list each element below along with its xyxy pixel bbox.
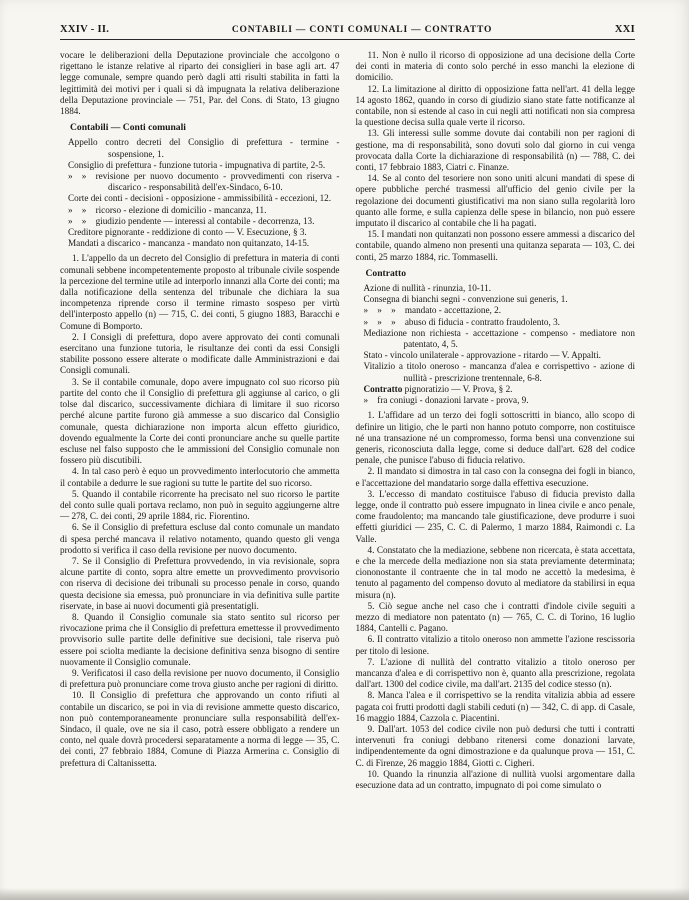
left-column [60, 50, 340, 791]
paragraph: 5. Ciò segue anche nel caso che i contratti d'indole civile seguiti a mezzo di mediatore non patentato (n) — 765, C. C. di Torino, 16 luglio 1884, Cantelli c. Pagano. [355, 600, 635, 634]
index-entry: Appello contro decreti del Consiglio di prefettura - termine - sospensione, 1. [68, 137, 340, 159]
index-entry: » fra coniugi - donazioni larvate - prova, 9. [363, 395, 529, 406]
paragraph: 9. Dall'art. 1053 del codice civile non può dedursi che tutti i contratti intervenuti fra coniugi debbano ritenersi come donazioni larvate, indipendentemente da ogni dimostrazione e da qualunque prova — 151, C. C. di Firenze, 26 maggio 1884, Giotti c. Cigheri. [355, 723, 635, 768]
paragraph: 12. La limitazione al diritto di opposizione fatta nell'art. 41 della legge 14 agosto 1862, quando in corso di giudizio siano state fatte notificanze al contabile, non si estende al caso in cui negli atti notificati non sia compresa la questione decisa sulla quale verte il ricorso. [355, 83, 635, 128]
index-entry: Mediazione non richiesta - accettazione - compenso - mediatore non patentato, 4, 5. [363, 327, 635, 350]
paragraph: 6. Se il Consiglio di prefettura escluse dal conto comunale un mandato di spesa perché mancava il relativo notamento, quando questo gli venga prodotto si verifica il caso della revisione per nuovo documento. [60, 522, 340, 555]
paragraph: 7. Se il Consiglio di Prefettura provvedendo, in via revisionale, sopra alcune partite di conto, sopra altre emette un provvedimento provvisorio con riserva di decisione dei tribunali su processo penale in corso, quando questa decisione sia emessa, può pronunciare in via definitiva sulle partite riservate, in base ai nuovi documenti già presentatigli. [60, 555, 340, 611]
paragraph: 15. I mandati non quitanzati non possono essere ammessi a discarico del contabile, quando almeno non presenti una quitanza separata — 103, C. dei conti, 25 marzo 1884, ric. Tommaselli. [355, 229, 635, 262]
paragraph: 4. Constatato che la mediazione, sebbene non ricercata, è stata accettata, e che la mercede della mediazione non sia stata previamente determinata; ciononostante il contraente che in tal modo ne accettò la medesima, è tenuto al pagamento del compenso dovuto al mediatore da stabilirsi in equa misura (n). [355, 544, 635, 600]
paragraph: 2. I Consigli di prefettura, dopo avere approvato dei conti comunali esercitano una funzione tutoria, le risultanze dei conti da essi Consigli stabilite possono essere alterate o modificate dalle Amministrazioni e dai Consigli comunali. [60, 331, 340, 376]
paragraph: 9. Verificatosi il caso della revisione per nuovo documento, il Consiglio di prefettura può pronunciare come trova giusto anche per ragioni di diritto. [60, 667, 340, 690]
index-entry: Corte dei conti - decisioni - opposizione - ammissibilità - eccezioni, 12. [68, 193, 332, 204]
paragraph: 1. L'appello da un decreto del Consiglio di prefettura in materia di conti comunali sebbene incompetentemente proposto al tribunale civile sospende la percezione del termine utile ad interporlo innanzi alla Corte dei conti; ma dalla notificazione della sentenza del tribunale che dichiara la sua incompetenza riprende corso il termine rimasto sospeso per virtù dell'interposto appello (n) — 715, C. dei conti, 5 giugno 1883, Baracchi e Comune di Bomporto. [60, 253, 340, 331]
section-heading: Contratto [365, 267, 406, 279]
paragraph: 8. Manca l'alea e il corrispettivo se la rendita vitalizia abbia ad essere pagata coi frutti prodotti dagli stabili ceduti (n) — 342, C. di app. di Casale, 16 maggio 1884, Cazzola c. Piacentini. [355, 690, 635, 723]
header-rule [60, 39, 635, 40]
right-column [356, 50, 636, 791]
paragraph: 8. Quando il Consiglio comunale sia stato sentito sul ricorso per rivocazione prima che il Consiglio di prefettura emettesse il provvedimento provvisorio sulle partite delle definitive sue decisioni, tale riserva può essere poi sciolta mediante la decisione definitiva senza bisogno di sentire nuovamente il Consiglio comunale. [60, 611, 340, 667]
index-entry: Azione di nullità - rinunzia, 10-11. [363, 283, 491, 294]
index-entry: Contratto pignoratizio — V. Prova, § 2. [363, 383, 513, 394]
paragraph: 4. In tal caso però è equo un provvedimento interlocutorio che ammetta il contabile a dedurre le sue ragioni su tutte le partite del suo ricorso. [60, 466, 340, 488]
index-entry: » » ricorso - elezione di domicilio - mancanza, 11. [68, 204, 267, 215]
paragraph: 3. Se il contabile comunale, dopo avere impugnato col suo ricorso più partite del conto che il Consiglio di prefettura gli aggiunse al carico, o gli tolse dal discarico, successivamente dichiara di limitare il suo ricorso perché alcune partite furono già ammesse a suo discarico dal Consiglio comunale, questa dichiarazione non importa alcun effetto giuridico, dovendo egualmente la Corte dei conti pronunciare anche su quelle partite escluse nel falso supposto che le ammissioni del Consiglio comunale non fossero più discutibili. [60, 376, 340, 466]
paragraph: 13. Gli interessi sulle somme dovute dai contabili non per ragioni di gestione, ma di responsabilità, sono dovuti solo dal giorno in cui venga provocata dalla Corte la dichiarazione di responsabilità (n) — 788, C. dei conti, 17 febbraio 1883, Ciatri c. Finanze. [355, 128, 635, 173]
paragraph: 6. Il contratto vitalizio a titolo oneroso non ammette l'azione rescissoria per titolo di lesione. [355, 634, 635, 656]
paragraph: vocare le deliberazioni della Deputazione provinciale che accolgono o rigettano le istanze relative al riparto dei consiglieri in base agli art. 47 legge comunale, sempre quando però dagli atti risulti stabilita in fatti la legittimità dei motivi per i quali si dà impugnata la relativa deliberazione della Deputazione provinciale — 751, Par. del Cons. di Stato, 13 giugno 1884. [60, 50, 340, 117]
paragraph: 10. Il Consiglio di prefettura che approvando un conto rifiuti al contabile un discarico, se poi in via di revisione ammette questo discarico, non può contemporaneamente pronunciare sulla responsabilità dell'ex-Sindaco, il quale, ove ne sia il caso, potrà essere obbligato a rendere un conto, nel quale dovrà procedersi separatamente a norma di legge — 35, C. dei conti, 27 febbraio 1884, Comune di Piazza Armerina c. Consiglio di prefettura di Caltanissetta. [60, 690, 340, 768]
paragraph: 2. Il mandato si dimostra in tal caso con la consegna dei fogli in bianco, e l'accettazione del mandatario sorge dalla effettiva esecuzione. [355, 466, 635, 488]
index-entry: » » » abuso di fiducia - contratto fraudolento, 3. [363, 316, 560, 327]
paragraph: 5. Quando il contabile ricorrente ha precisato nel suo ricorso le partite del conto sulle quali portava reclamo, non può in seguito aggiungerne altre — 278, C. dei conti, 29 aprile 1884, ric. Fiorentino. [60, 488, 340, 522]
paragraph: 1. L'affidare ad un terzo dei fogli sottoscritti in bianco, allo scopo di definire un litigio, che le parti non hanno potuto comporre, non costituisce né una transazione né un compromesso, forma bensì una convenzione sui generis, riconosciuta dalla legge, come si deduce dall'art. 628 del codice penale, che punisce l'abuso di fiducia relativo. [355, 410, 635, 466]
page-number: XXI [614, 24, 635, 35]
index-entry: Stato - vincolo unilaterale - approvazione - ritardo — V. Appalti. [363, 350, 601, 361]
paragraph: 11. Non è nullo il ricorso di opposizione ad una decisione della Corte dei conti in materia di conto solo perché in esso manchi la elezione di domicilio. [355, 50, 635, 83]
paragraph: 14. Se al conto del tesoriere non sono uniti alcuni mandati di spese di opere pubbliche perché trasmessi all'ufficio del genio civile per la regolazione dei documenti giustificativi ma non siano sulla regolarità loro quanto alle forme, e sulla capienza delle spese in bilancio, non può essere imputato il discarico al contabile che li ha pagati. [355, 173, 635, 229]
index-entry: Creditore pignorante - reddizione di conto — V. Esecuzione, § 3. [68, 227, 307, 238]
index-entry: Consegna di bianchi segni - convenzione sui generis, 1. [363, 294, 568, 305]
index-entry: Mandati a discarico - mancanza - mandato non quitanzato, 14-15. [68, 238, 310, 249]
text-columns [60, 50, 635, 791]
index-entry-lead: Contratto [363, 383, 403, 394]
section-heading: Contabili — Conti comunali [70, 122, 186, 134]
volume-label: XXIV - II. [60, 24, 110, 35]
running-title: CONTABILI — CONTI COMUNALI — CONTRATTO [231, 25, 493, 35]
index-entry: » » revisione per nuovo documento - provvedimenti con riserva - discarico - responsabilità dell'ex-Sindaco, 6-10. [68, 171, 340, 193]
paragraph: 7. L'azione di nullità del contratto vitalizio a titolo oneroso per mancanza d'alea e di corrispettivo non è, quanto alla prescrizione, regolata dall'art. 1300 del codice civile, ma dall'art. 2135 del codice stesso (n). [355, 656, 635, 690]
index-entry: » » » mandato - accettazione, 2. [363, 305, 502, 316]
running-header [60, 24, 635, 35]
paragraph: 3. L'eccesso di mandato costituisce l'abuso di fiducia previsto dalla legge, onde il contratto può essere impugnato in linea civile e anco penale, come fraudolento; ma mancando tale giustificazione, deve produrre i suoi effetti giuridici — 235, C. C. di Palermo, 1 marzo 1884, Raimondi c. La Valle. [355, 488, 635, 544]
paragraph: 10. Quando la rinunzia all'azione di nullità vuolsi argomentare dalla esecuzione data ad un contratto, impugnato di poi come simulato o [355, 768, 635, 790]
index-entry: Vitalizio a titolo oneroso - mancanza d'alea e corrispettivo - azione di nullità - prescrizione trentennale, 6-8. [363, 361, 635, 383]
index-entry: Consiglio di prefettura - funzione tutoria - impugnativa di partite, 2-5. [68, 159, 326, 170]
index-entry: » » giudizio pendente — interessi al contabile - decorrenza, 13. [68, 215, 315, 226]
